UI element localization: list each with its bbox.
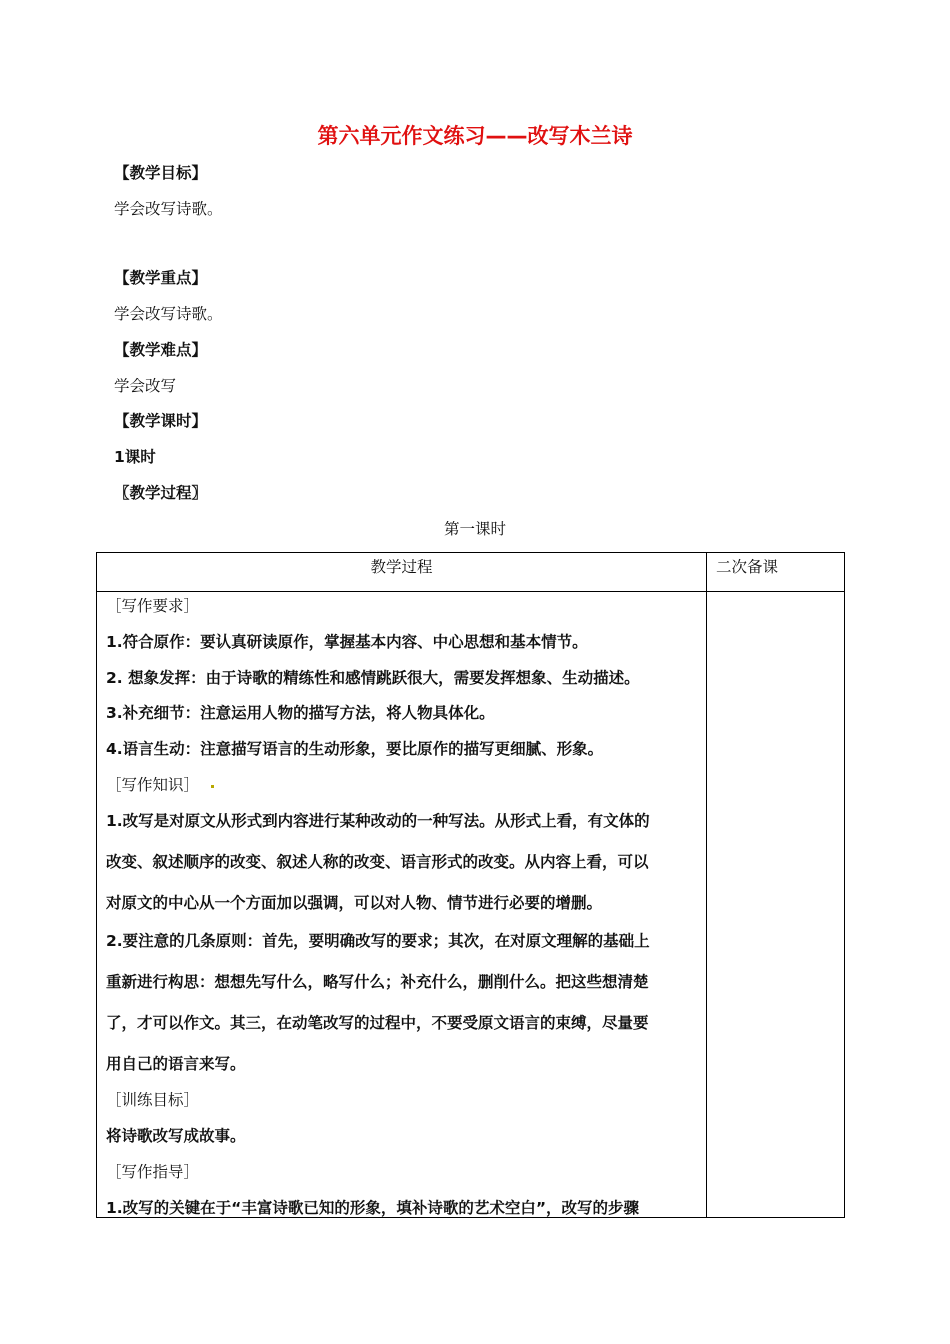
table-column-divider — [706, 553, 707, 1217]
table-line: 了，才可以作文。其三，在动笔改写的过程中，不要受原文语言的束缚，尽量要 — [106, 1014, 649, 1032]
table-line: ［写作要求］ — [106, 597, 200, 615]
table-line: 重新进行构思：想想先写什么，略写什么；补充什么，删削什么。把这些想清楚 — [106, 973, 649, 991]
table-header-process: 教学过程 — [370, 558, 433, 576]
document-title: 第六单元作文练习——改写木兰诗 — [317, 124, 633, 148]
lesson-table — [96, 552, 845, 1218]
focus-heading: 【教学重点】 — [114, 269, 208, 287]
table-line: ［写作指导］ — [106, 1163, 200, 1181]
table-content-cell — [106, 592, 698, 1217]
table-line: 将诗歌改写成故事。 — [106, 1127, 246, 1145]
goal-heading: 【教学目标】 — [114, 164, 208, 182]
table-line: 3.补充细节：注意运用人物的描写方法，将人物具体化。 — [106, 704, 495, 722]
process-heading: 〖教学过程〗 — [114, 484, 208, 502]
highlight-mark — [211, 785, 214, 788]
focus-text: 学会改写诗歌。 — [114, 305, 223, 323]
table-line: 2.要注意的几条原则：首先，要明确改写的要求；其次，在对原文理解的基础上 — [106, 932, 650, 950]
table-line: 对原文的中心从一个方面加以强调，可以对人物、情节进行必要的增删。 — [106, 894, 603, 912]
table-line: 改变、叙述顺序的改变、叙述人称的改变、语言形式的改变。从内容上看，可以 — [106, 853, 649, 871]
table-header-second-prep: 二次备课 — [716, 558, 779, 576]
table-line-with-mark — [106, 774, 214, 796]
table-line: ［训练目标］ — [106, 1091, 200, 1109]
table-line: 1.符合原作：要认真研读原作，掌握基本内容、中心思想和基本情节。 — [106, 633, 588, 651]
table-line: 1.改写的关键在于“丰富诗歌已知的形象，填补诗歌的艺术空白”，改写的步骤 — [106, 1199, 640, 1217]
difficulty-heading: 【教学难点】 — [114, 341, 208, 359]
table-line: ［写作知识］ — [106, 776, 200, 794]
table-line: 用自己的语言来写。 — [106, 1055, 246, 1073]
hours-text: 1课时 — [114, 448, 156, 466]
goal-text: 学会改写诗歌。 — [114, 200, 223, 218]
table-line: 2. 想象发挥：由于诗歌的精练性和感情跳跃很大，需要发挥想象、生动描述。 — [106, 669, 640, 687]
hours-heading: 【教学课时】 — [114, 412, 208, 430]
lesson-label: 第一课时 — [443, 520, 506, 538]
table-line: 4.语言生动：注意描写语言的生动形象，要比原作的描写更细腻、形象。 — [106, 740, 604, 758]
table-line: 1.改写是对原文从形式到内容进行某种改动的一种写法。从形式上看，有文体的 — [106, 812, 650, 830]
difficulty-text: 学会改写 — [114, 377, 177, 395]
